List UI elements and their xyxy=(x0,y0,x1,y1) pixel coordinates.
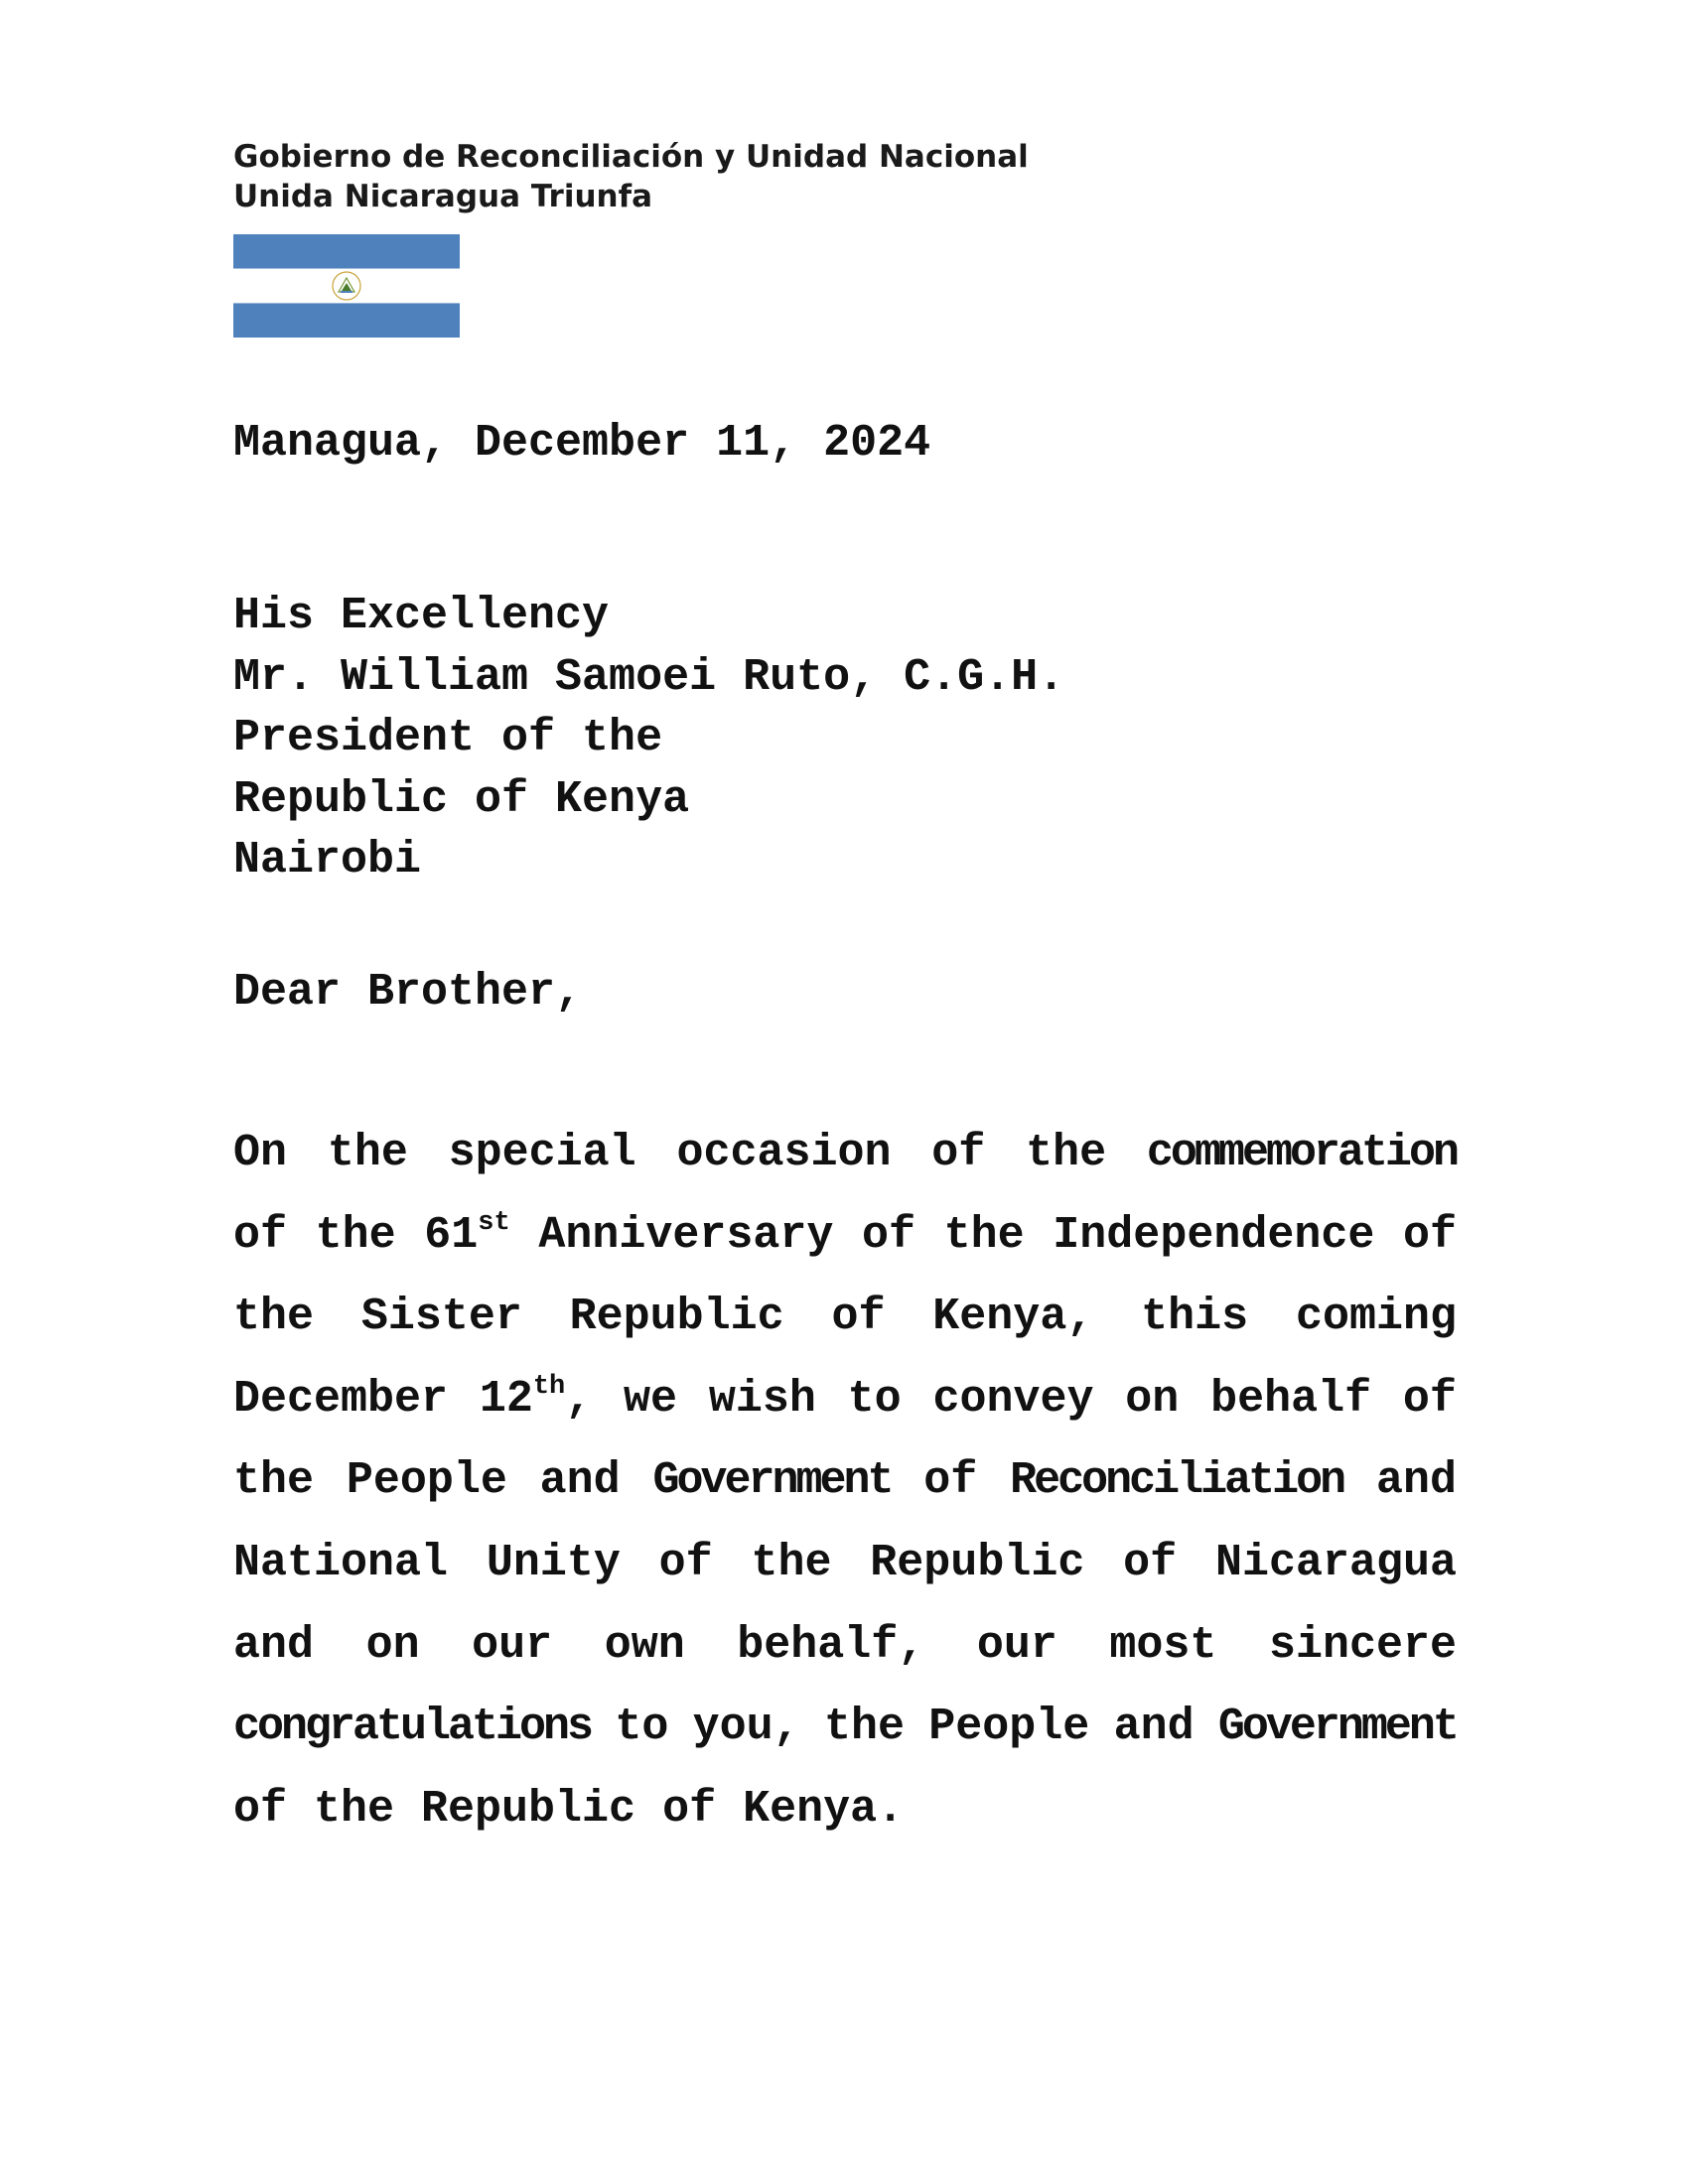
recipient-honorific: His Excellency xyxy=(233,591,610,641)
body-word: Independence xyxy=(1053,1209,1375,1261)
letterhead-motto: Unida Nicaragua Triunfa xyxy=(233,179,653,214)
recipient-city: Nairobi xyxy=(233,835,422,886)
body-word: Kenya. xyxy=(743,1783,905,1835)
body-line xyxy=(233,1537,1457,1619)
body-word: Government xyxy=(1217,1702,1457,1753)
body-word: the xyxy=(751,1537,832,1588)
body-word: our xyxy=(472,1619,553,1671)
body-word: Government xyxy=(652,1455,892,1507)
body-word: the xyxy=(327,1128,408,1178)
body-word: the xyxy=(315,1209,396,1261)
body-word: Republic xyxy=(569,1292,784,1343)
ordinal-suffix: th xyxy=(532,1371,566,1402)
body-line xyxy=(233,1291,1457,1373)
recipient-title: President of the xyxy=(233,713,663,763)
body-word: Nicaragua xyxy=(1214,1537,1457,1588)
body-word: occasion xyxy=(676,1128,892,1178)
body-word: this xyxy=(1141,1292,1249,1343)
body-word: of xyxy=(923,1455,978,1507)
body-line xyxy=(233,1619,1457,1702)
body-word: of xyxy=(658,1537,713,1588)
ordinal-punctuation: , xyxy=(565,1373,593,1425)
body-word: December xyxy=(233,1373,449,1425)
body-word: of xyxy=(233,1783,288,1835)
body-word: of xyxy=(1123,1537,1178,1588)
body-word: People xyxy=(346,1455,507,1507)
body-word: the xyxy=(943,1209,1025,1261)
body-word: sincere xyxy=(1268,1619,1457,1671)
body-word: most xyxy=(1109,1619,1217,1671)
body-word: our xyxy=(976,1619,1057,1671)
body-word: behalf, xyxy=(737,1619,925,1671)
body-word: behalf xyxy=(1210,1373,1372,1425)
body-word: National xyxy=(233,1537,449,1588)
body-word: to xyxy=(847,1373,902,1425)
ordinal-number: 61 xyxy=(424,1209,479,1261)
recipient-country: Republic of Kenya xyxy=(233,773,690,825)
body-word: Reconciliation xyxy=(1010,1455,1344,1507)
body-word: of xyxy=(862,1209,916,1261)
body-word: Anniversary xyxy=(538,1209,834,1261)
body-word: we xyxy=(624,1373,678,1425)
body-word: convey xyxy=(932,1373,1094,1425)
body-word: the xyxy=(823,1702,905,1753)
body-line xyxy=(233,1209,1457,1292)
body-word: Republic xyxy=(421,1783,636,1835)
body-word: of xyxy=(1402,1209,1457,1261)
body-word: of xyxy=(233,1209,288,1261)
body-word: Republic xyxy=(870,1537,1085,1588)
body-word: special xyxy=(448,1128,636,1178)
body-word: to xyxy=(615,1702,669,1753)
ordinal-12th xyxy=(480,1373,592,1427)
body-word: commemoration xyxy=(1146,1128,1457,1178)
body-word: of xyxy=(931,1128,986,1178)
body-word: coming xyxy=(1295,1292,1457,1343)
body-word: of xyxy=(831,1292,886,1343)
letterhead xyxy=(233,137,1127,216)
recipient-address xyxy=(233,586,1064,891)
letter-body xyxy=(233,1127,1457,1864)
body-line xyxy=(233,1454,1457,1537)
body-word: own xyxy=(604,1619,685,1671)
body-word: On xyxy=(233,1128,288,1178)
letterhead-government-name: Gobierno de Reconciliación y Unidad Nacional xyxy=(233,139,1029,175)
salutation: Dear Brother, xyxy=(233,967,583,1018)
nicaragua-flag-icon xyxy=(233,234,460,338)
body-word: and xyxy=(233,1619,315,1671)
body-word: Sister xyxy=(360,1292,522,1343)
body-word: wish xyxy=(708,1373,816,1425)
body-word: and xyxy=(1113,1702,1195,1753)
body-word: congratulations xyxy=(233,1702,592,1753)
body-word: the xyxy=(233,1455,315,1507)
letter-date: Managua, December 11, 2024 xyxy=(233,418,931,469)
body-word: People xyxy=(928,1702,1090,1753)
recipient-name: Mr. William Samoei Ruto, C.G.H. xyxy=(233,651,1065,703)
body-word: and xyxy=(539,1455,621,1507)
body-line xyxy=(233,1127,1457,1209)
body-word: of xyxy=(1402,1373,1457,1425)
body-word: the xyxy=(1026,1128,1107,1178)
body-word: and xyxy=(1375,1455,1457,1507)
body-word: on xyxy=(365,1619,420,1671)
body-word: Kenya, xyxy=(932,1292,1094,1343)
body-line xyxy=(233,1373,1457,1455)
ordinal-suffix: st xyxy=(478,1207,510,1238)
body-word: the xyxy=(233,1292,315,1343)
body-word: of xyxy=(662,1783,717,1835)
body-word: on xyxy=(1125,1373,1180,1425)
body-word: you, xyxy=(692,1702,800,1753)
body-line xyxy=(233,1701,1457,1783)
body-word: Unity xyxy=(486,1537,621,1588)
body-word: the xyxy=(314,1783,395,1835)
ordinal-number: 12 xyxy=(479,1373,533,1425)
ordinal-61st xyxy=(424,1209,509,1263)
body-line xyxy=(233,1783,1457,1865)
